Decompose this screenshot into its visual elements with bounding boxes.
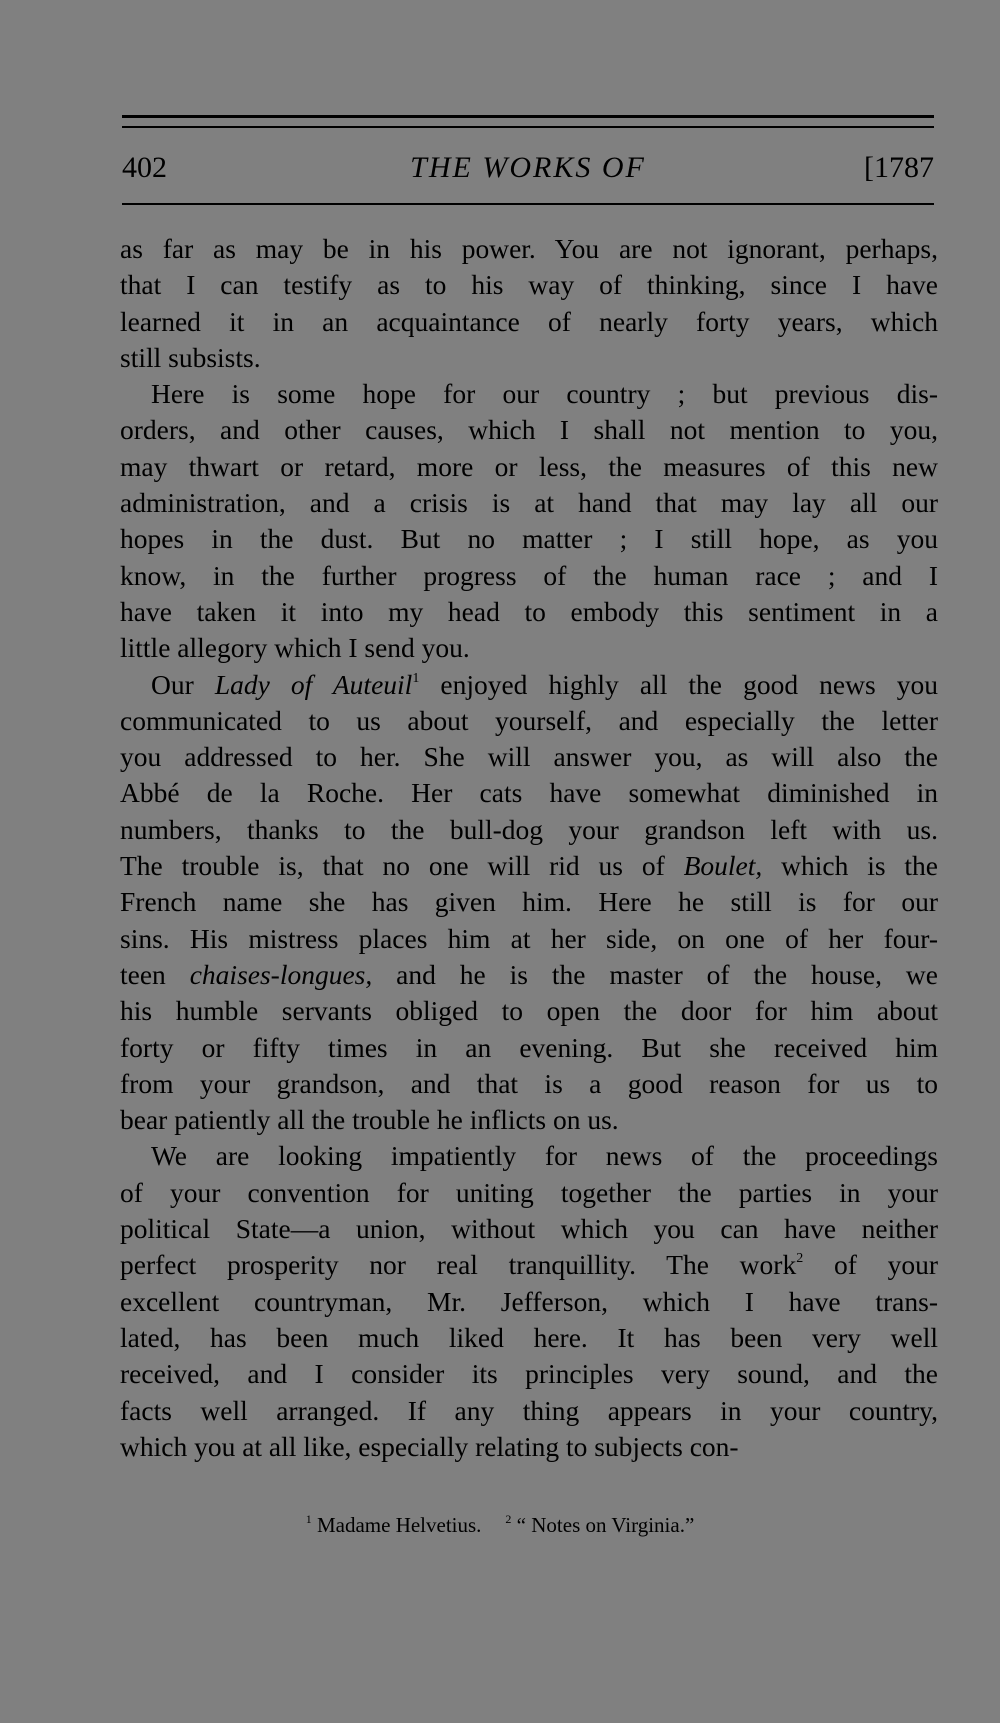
text-line: facts well arranged. If any thing appears in your country,	[120, 1394, 938, 1426]
text-line: received, and I consider its principles very sound, and the	[120, 1358, 938, 1390]
text-line: bear patiently all the trouble he inflicts on us.	[120, 1104, 619, 1136]
footnote-mark: 2	[505, 1512, 512, 1526]
text-line: communicated to us about yourself, and especially the letter	[120, 704, 938, 736]
text-line: his humble servants obliged to open the door for him about	[120, 995, 938, 1027]
text-line: teen chaises-longues, and he is the master of the house, we	[120, 958, 938, 990]
text-line: administration, and a crisis is at hand that may lay all our	[120, 487, 938, 519]
text-line: know, in the further progress of the human race ; and I	[120, 559, 938, 591]
text-line: which you at all like, especially relating to subjects con-	[120, 1430, 739, 1462]
text-line: We are looking impatiently for news of the proceedings	[151, 1140, 938, 1172]
footnote	[505, 1510, 694, 1540]
text-line: hopes in the dust. But no matter ; I still hope, as you	[120, 523, 938, 555]
running-header	[122, 148, 934, 188]
text-line: numbers, thanks to the bull-dog your grandson left with us.	[120, 813, 938, 845]
footnote-text: Madame Helvetius.	[311, 1513, 482, 1537]
footnote-marker: 1	[412, 670, 420, 686]
text-line: you addressed to her. She will answer you, as will also the	[120, 741, 938, 773]
footnote-mark: 1	[305, 1512, 312, 1526]
header-year: [1787	[864, 151, 934, 184]
header-rule	[122, 203, 934, 205]
text-line: that I can testify as to his way of thinking, since I have	[120, 269, 938, 301]
text-line: lated, has been much liked here. It has been very well	[120, 1321, 938, 1353]
text-line: little allegory which I send you.	[120, 632, 470, 664]
page-number: 402	[122, 151, 167, 184]
text-line: French name she has given him. Here he still is for our	[120, 886, 938, 918]
text-line: orders, and other causes, which I shall not mention to you,	[120, 414, 938, 446]
top-rule-thin	[122, 126, 934, 128]
footnotes	[0, 1510, 1000, 1540]
footnote-marker: 2	[796, 1251, 804, 1267]
text-line: The trouble is, that no one will rid us of Boulet, which is the	[120, 850, 938, 882]
italic-text: Lady of Auteuil	[214, 668, 413, 700]
italic-text: chaises-longues,	[189, 958, 373, 990]
text-line: Our Lady of Auteuil$^1$ enjoyed highly all the good news you	[151, 668, 938, 700]
text-line: of your convention for uniting together the parties in your	[120, 1176, 938, 1208]
text-line: from your grandson, and that is a good reason for us to	[120, 1067, 938, 1099]
text-line: as far as may be in his power. You are not ignorant, perhaps,	[120, 233, 938, 264]
text-line: perfect prosperity nor real tranquillity. The work$^2$ of your	[120, 1249, 938, 1281]
footnote	[306, 1510, 482, 1540]
text-line: have taken it into my head to embody this sentiment in a	[120, 595, 938, 627]
body-text	[120, 231, 938, 1465]
running-title: THE WORKS OF	[410, 151, 646, 184]
text-line: sins. His mistress places him at her side, on one of her four-	[120, 922, 938, 954]
text-line: Abbé de la Roche. Her cats have somewhat diminished in	[120, 777, 938, 809]
text-line: still subsists.	[120, 341, 261, 373]
text-line: excellent countryman, Mr. Jefferson, which I have trans-	[120, 1285, 938, 1317]
top-rule	[122, 115, 934, 118]
footnote-text: “ Notes on Virginia.”	[511, 1513, 695, 1537]
text-line: forty or fifty times in an evening. But she received him	[120, 1031, 938, 1063]
text-line: may thwart or retard, more or less, the measures of this new	[120, 450, 938, 482]
text-line: Here is some hope for our country ; but previous dis-	[151, 378, 938, 410]
text-line: political State—a union, without which you can have neither	[120, 1213, 938, 1245]
italic-text: Boulet,	[683, 850, 763, 882]
text-line: learned it in an acquaintance of nearly forty years, which	[120, 305, 938, 337]
